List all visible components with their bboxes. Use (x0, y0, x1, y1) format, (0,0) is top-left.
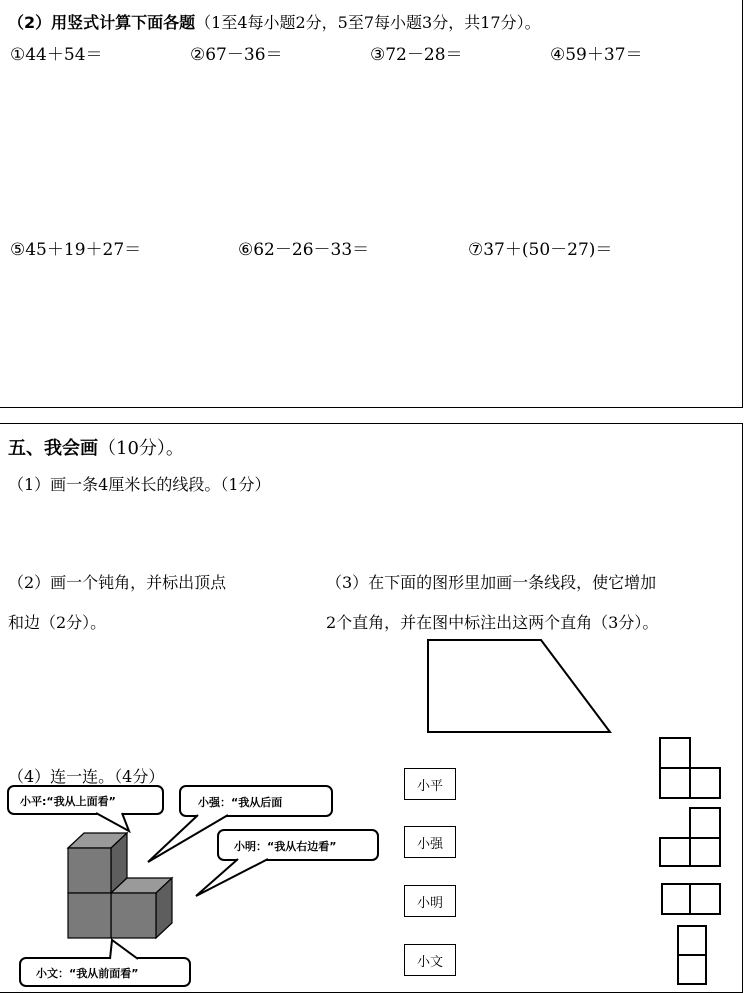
section-header-bold: （2）用竖式计算下面各题 (8, 13, 196, 32)
bubble-front-text: 小文：“我从前面看” (36, 967, 139, 980)
problem-6: ⑥62－26－33＝ (238, 240, 370, 260)
view-shape-4 (678, 926, 706, 984)
view-shape-2 (660, 808, 720, 866)
bubble-right-text: 小明：“我从右边看” (234, 840, 337, 853)
problem-2: ②67－36＝ (190, 45, 283, 65)
name-box-xiaoqiang[interactable]: 小强 (404, 826, 456, 858)
section-five-title-bold: 五、我会画 (8, 438, 98, 459)
question-2-line1: （2）画一个钝角，并标出顶点 (8, 573, 227, 592)
cube-stack (68, 833, 172, 938)
name-box-xiaowen[interactable]: 小文 (404, 944, 456, 976)
problem-1: ①44＋54＝ (10, 45, 103, 65)
problem-5: ⑤45＋19＋27＝ (10, 240, 142, 260)
name-box-xiaoming[interactable]: 小明 (404, 885, 456, 917)
bubble-top-text: 小平:“我从上面看” (20, 795, 116, 808)
question-3-line1: （3）在下面的图形里加画一条线段，使它增加 (326, 573, 657, 592)
bubble-back-text: 小强：“我从后面 (198, 796, 283, 809)
problem-7: ⑦37＋(50－27)＝ (468, 240, 613, 260)
name-box-xiaoping[interactable]: 小平 (404, 768, 456, 800)
problem-3: ③72－28＝ (370, 45, 463, 65)
question-2-line2: 和边（2分）。 (8, 613, 107, 632)
speech-bubble-top (8, 786, 163, 831)
view-shape-3 (662, 884, 720, 914)
question-4: （4）连一连。（4分） (8, 767, 165, 786)
problem-4: ④59＋37＝ (550, 45, 643, 65)
view-shape-1 (660, 738, 720, 798)
question-3-line2: 2个直角，并在图中标注出这两个直角（3分）。 (326, 613, 659, 632)
section-header-points: （1至4每小题2分，5至7每小题3分，共17分）。 (195, 13, 541, 32)
question-1: （1）画一条4厘米长的线段。（1分） (8, 475, 271, 494)
section-five-points: （10分）。 (98, 438, 184, 459)
